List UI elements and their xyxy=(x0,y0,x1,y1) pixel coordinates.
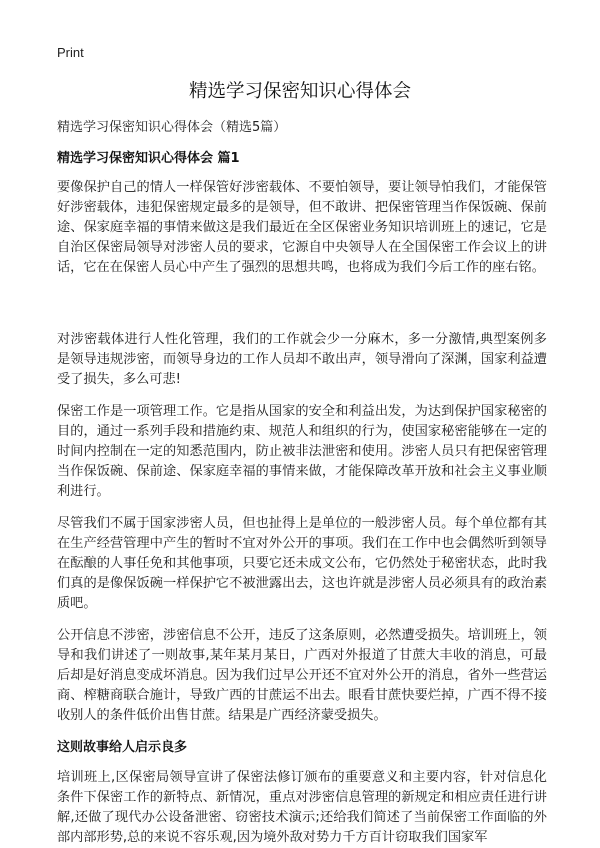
body-paragraph-3: 保密工作是一项管理工作。它是指从国家的安全和利益出发，为达到保护国家秘密的目的，通过一系列手段和措施约束、规范人和组织的行为，使国家秘密能够在一定的时间内控制在一定的知悉范围内，防止被非法泄密和使用。涉密人员只有把保密管理当作保饭碗、保前途、保家庭幸福的事情来做，才能保障改革开放和社会主义事业顺利进行。 xyxy=(57,404,547,500)
body-paragraph-2: 对涉密载体进行人性化管理，我们的工作就会少一分麻木，多一分激情,典型案例多是领导违规涉密，而领导身边的工作人员却不敢出声，领导滑向了深渊，国家利益遭受了损失，多么可悲! xyxy=(57,332,547,388)
body-paragraph-5: 公开信息不涉密，涉密信息不公开，违反了这条原则，必然遭受损失。培训班上，领导和我们讲述了一则故事,某年某月某日，广西对外报道了甘蔗大丰收的消息，可最后却是好消息变成坏消息。因为我们过早公开还不宜对外公开的消息，省外一些营运商、榨糖商联合施计，导致广西的甘蔗运不出去。眼看甘蔗快要烂掉，广西不得不接收别人的条件低价出售甘蔗。结果是广西经济蒙受损失。 xyxy=(57,628,547,724)
section-heading-2: 这则故事给人启示良多 xyxy=(57,740,188,755)
document-subtitle: 精选学习保密知识心得体会（精选5篇） xyxy=(57,120,287,135)
body-paragraph-1: 要像保护自己的情人一样保管好涉密载体、不要怕领导，要让领导怕我们，才能保管好涉密载体，违犯保密规定最多的是领导，但不敢讲、把保密管理当作保饭碗、保前途、保家庭幸福的事情来做这是我们最近在全区保密业务知识培训班上的速记，它是自治区保密局领导对涉密人员的要求，它源自中央领导人在全国保密工作会议上的讲话，它在在保密人员心中产生了强烈的思想共鸣，也将成为我们今后工作的座右铭。 xyxy=(57,180,547,276)
section-heading-1: 精选学习保密知识心得体会 篇1 xyxy=(57,151,240,166)
body-paragraph-6: 培训班上,区保密局领导宣讲了保密法修订颁布的重要意义和主要内容，针对信息化条件下保密工作的新特点、新情况，重点对涉密信息管理的新规定和相应责任进行讲解,还做了现代办公设备泄密、窃密技术演示;还给我们简述了当前保密工作面临的外部内部形势,总的来说不容乐观,因为境外敌对势力千方百计窃取我们国家军 xyxy=(57,770,547,846)
page-title: 精选学习保密知识心得体会 xyxy=(188,81,411,102)
body-paragraph-4: 尽管我们不属于国家涉密人员，但也扯得上是单位的一般涉密人员。每个单位都有其在生产经营管理中产生的暂时不宜对外公开的事项。我们在工作中也会偶然听到领导在酝酿的人事任免和其他事项，只要它还未成文公布，它仍然处于秘密状态，此时我们真的是像保饭碗一样保护它不被泄露出去，这也许就是涉密人员必须具有的政治素质吧。 xyxy=(57,516,547,612)
print-link[interactable]: Print xyxy=(57,45,84,60)
